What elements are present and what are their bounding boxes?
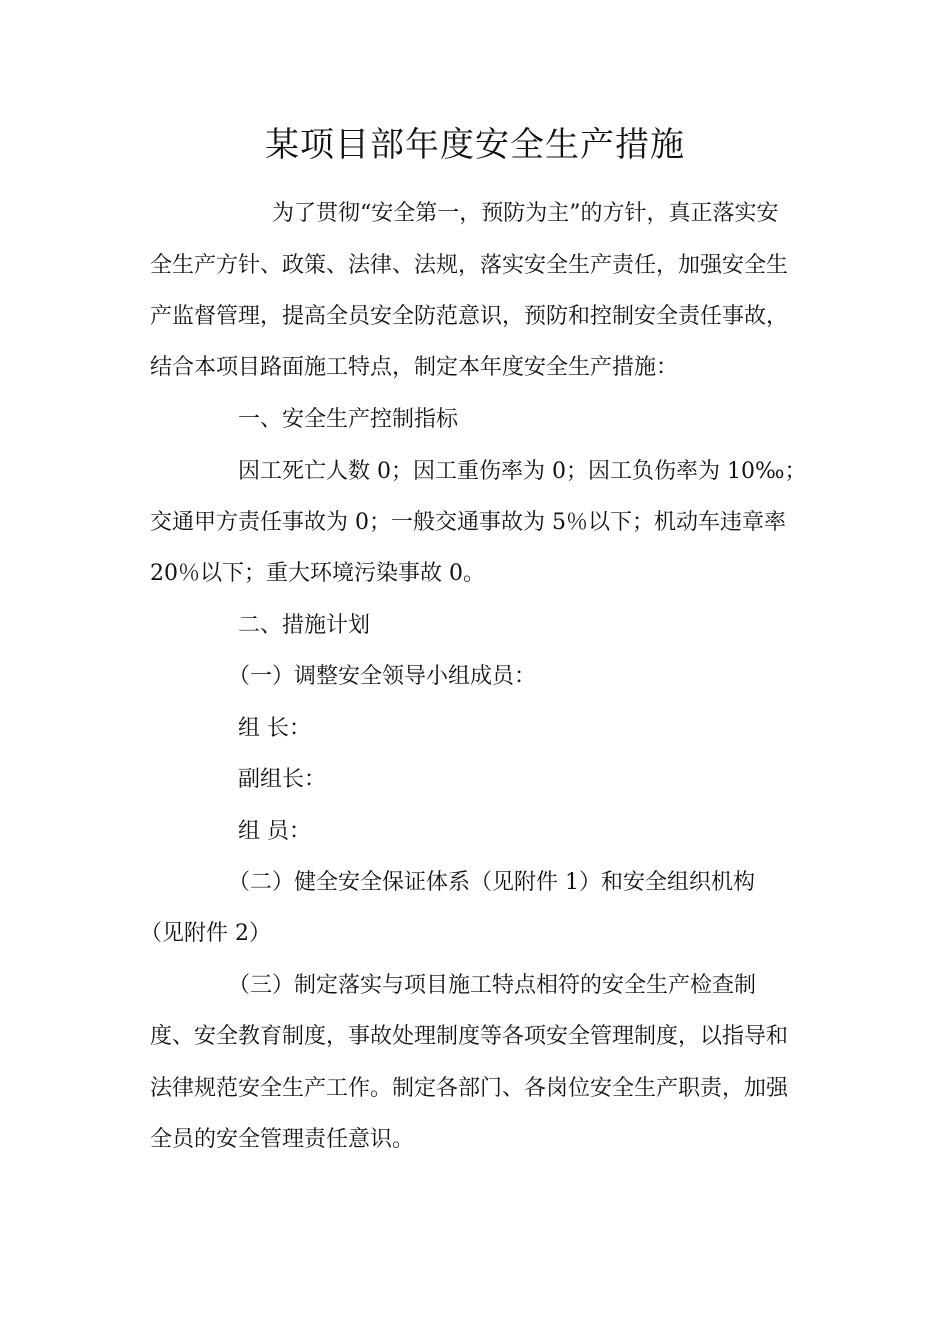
intro-paragraph-line: 为了贯彻“安全第一，预防为主”的方针，真正落实安 xyxy=(272,201,779,226)
section-heading-control-targets: 一、安全生产控制指标 xyxy=(238,407,459,432)
group-leader-field: 组 长： xyxy=(238,716,311,741)
section-heading-measures-plan: 二、措施计划 xyxy=(238,613,371,638)
intro-paragraph-line: 全生产方针、政策、法律、法规，落实安全生产责任，加强安全生 xyxy=(150,253,789,278)
intro-paragraph-line: 产监督管理，提高全员安全防范意识，预防和控制安全责任事故， xyxy=(150,304,789,329)
intro-paragraph-line: 结合本项目路面施工特点，制定本年度安全生产措施： xyxy=(150,355,679,380)
subsection-heading-safety-system: （二）健全安全保证体系（见附件 1）和安全组织机构 xyxy=(228,870,755,895)
group-members-field: 组 员： xyxy=(238,819,311,844)
safety-rules-paragraph-line: 度、安全教育制度，事故处理制度等各项安全管理制度，以指导和 xyxy=(150,1024,789,1049)
targets-paragraph-line: 交通甲方责任事故为 0；一般交通事故为 5％以下；机动车违章率 xyxy=(150,510,786,535)
deputy-leader-field: 副组长： xyxy=(238,767,327,792)
subsection-heading-leadership-group: （一）调整安全领导小组成员： xyxy=(228,664,537,689)
safety-system-line: （见附件 2） xyxy=(140,921,271,946)
safety-rules-paragraph-line: 法律规范安全生产工作。制定各部门、各岗位安全生产职责，加强 xyxy=(150,1076,789,1101)
document-title: 某项目部年度安全生产措施 xyxy=(265,125,685,165)
subsection-heading-safety-rules: （三）制定落实与项目施工特点相符的安全生产检查制 xyxy=(228,973,757,998)
targets-paragraph-line: 20％以下；重大环境污染事故 0。 xyxy=(150,561,485,586)
safety-rules-paragraph-line: 全员的安全管理责任意识。 xyxy=(150,1127,415,1152)
targets-paragraph-line: 因工死亡人数 0；因工重伤率为 0；因工负伤率为 10‰； xyxy=(238,459,807,484)
